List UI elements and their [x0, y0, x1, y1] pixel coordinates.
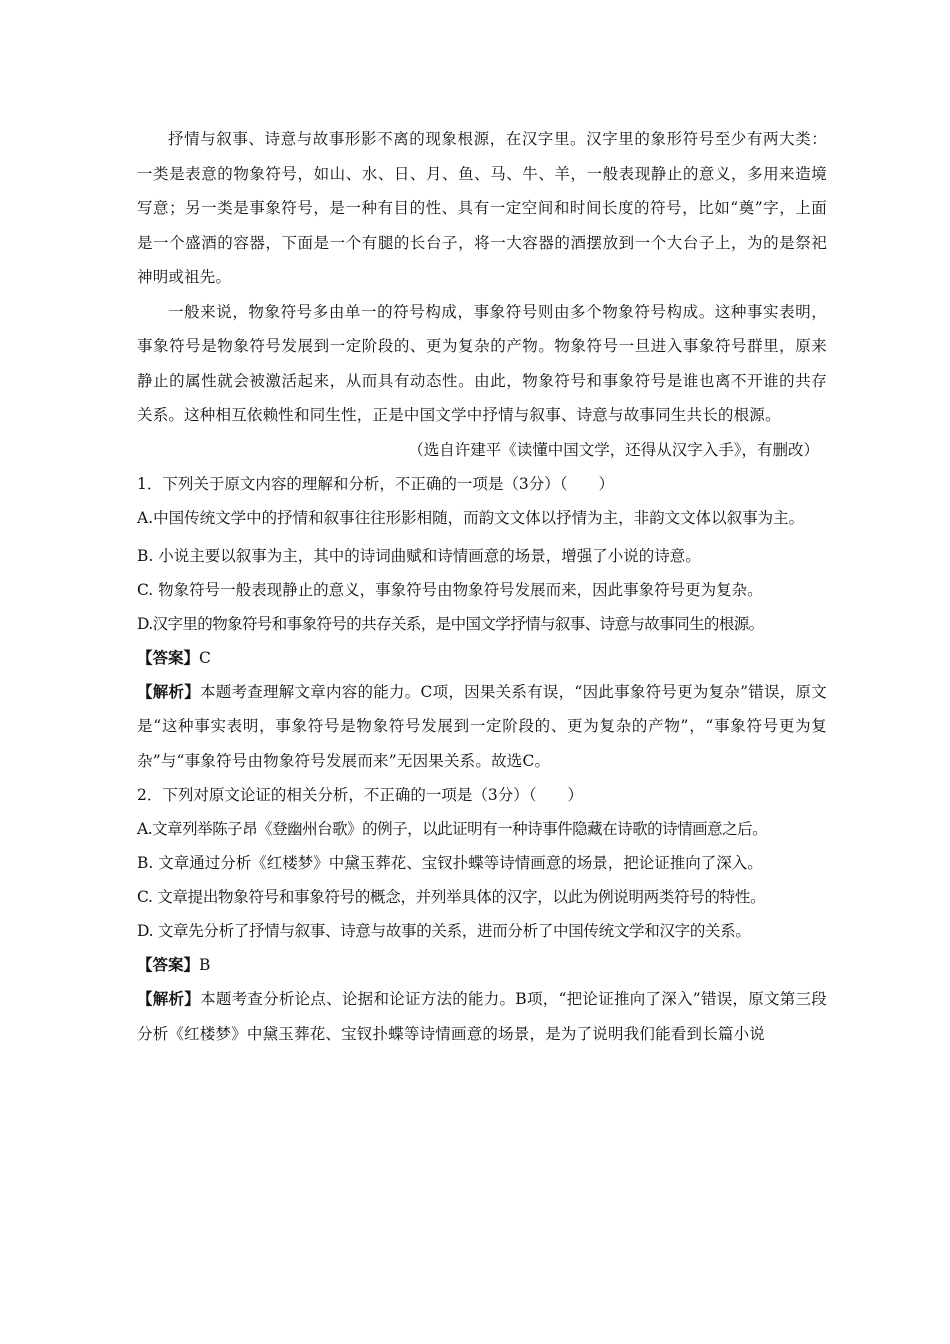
question-2-option-a: A.文章列举陈子昂《登幽州台歌》的例子，以此证明有一种诗事件隐藏在诗歌的诗情画意之后。: [137, 820, 768, 838]
passage-paragraph-1: 抒情与叙事、诗意与故事形影不离的现象根源，在汉字里。汉字里的象形符号至少有两大类：一类是表意的物象符号，如山、水、日、月、鱼、马、牛、羊，一般表现静止的意义，多用来造境写意；另一类是事象符号，是一种有目的性、具有一定空间和时间长度的符号，比如“奠”字，上面是一个盛酒的容器，下面是一个有腿的长台子，将一大容器的酒摆放到一个大台子上，为的是祭祀神明或祖先。: [137, 130, 827, 286]
question-1-option-a: A.中国传统文学中的抒情和叙事往往形影相随，而韵文文体以抒情为主，非韵文文体以叙事为主。: [137, 508, 805, 527]
question-2-stem: 2．下列对原文论证的相关分析，不正确的一项是（3分）（ ）: [137, 786, 583, 804]
passage-source: （选自许建平《读懂中国文学，还得从汉字入手》，有删改）: [408, 440, 819, 459]
answer-value: B: [199, 956, 211, 974]
answer-value: C: [199, 648, 211, 667]
question-1-stem: 1．下列关于原文内容的理解和分析，不正确的一项是（3分）（ ）: [137, 474, 614, 493]
question-1-analysis: [137, 675, 827, 779]
analysis-text: 本题考查分析论点、论据和论证方法的能力。B项，“把论证推向了深入”错误，原文第三段分析《红楼梦》中黛玉葬花、宝钗扑蝶等诗情画意的场景，是为了说明我们能看到长篇小说: [137, 990, 827, 1043]
question-1-option-c: C. 物象符号一般表现静止的意义，事象符号由物象符号发展而来，因此事象符号更为复杂。: [137, 580, 763, 599]
question-1-option-d: D.汉字里的物象符号和事象符号的共存关系，是中国文学抒情与叙事、诗意与故事同生的根源。: [137, 614, 764, 633]
question-2-option-d: D. 文章先分析了抒情与叙事、诗意与故事的关系，进而分析了中国传统文学和汉字的关系。: [137, 922, 751, 940]
document-body: [137, 122, 827, 1051]
question-2-answer: [137, 948, 827, 982]
analysis-label: 【解析】: [137, 989, 201, 1008]
answer-label: 【答案】: [137, 647, 200, 667]
question-2-analysis: [137, 982, 827, 1051]
answer-label: 【答案】: [137, 955, 200, 974]
question-1-answer: [137, 641, 827, 675]
question-2-option-c: C. 文章提出物象符号和事象符号的概念，并列举具体的汉字，以此为例说明两类符号的特性。: [137, 888, 766, 906]
question-1-option-b: B. 小说主要以叙事为主，其中的诗词曲赋和诗情画意的场景，增强了小说的诗意。: [137, 546, 701, 565]
analysis-label: 【解析】: [137, 681, 201, 701]
question-2-option-b: B. 文章通过分析《红楼梦》中黛玉葬花、宝钗扑蝶等诗情画意的场景，把论证推向了深入。: [137, 854, 763, 872]
analysis-text: 本题考查理解文章内容的能力。C项，因果关系有误，“因此事象符号更为复杂”错误，原文是“这种事实表明，事象符号是物象符号发展到一定阶段的、更为复杂的产物”，“事象符号更为复杂”与“事象符号由物象符号发展而来”无因果关系。故选C。: [137, 682, 827, 770]
passage-paragraph-2: 一般来说，物象符号多由单一的符号构成，事象符号则由多个物象符号构成。这种事实表明，事象符号是物象符号发展到一定阶段的、更为复杂的产物。物象符号一旦进入事象符号群里，原来静止的属性就会被激活起来，从而具有动态性。由此，物象符号和事象符号是谁也离不开谁的共存关系。这种相互依赖性和同生性，正是中国文学中抒情与叙事、诗意与故事同生共长的根源。: [137, 302, 827, 424]
